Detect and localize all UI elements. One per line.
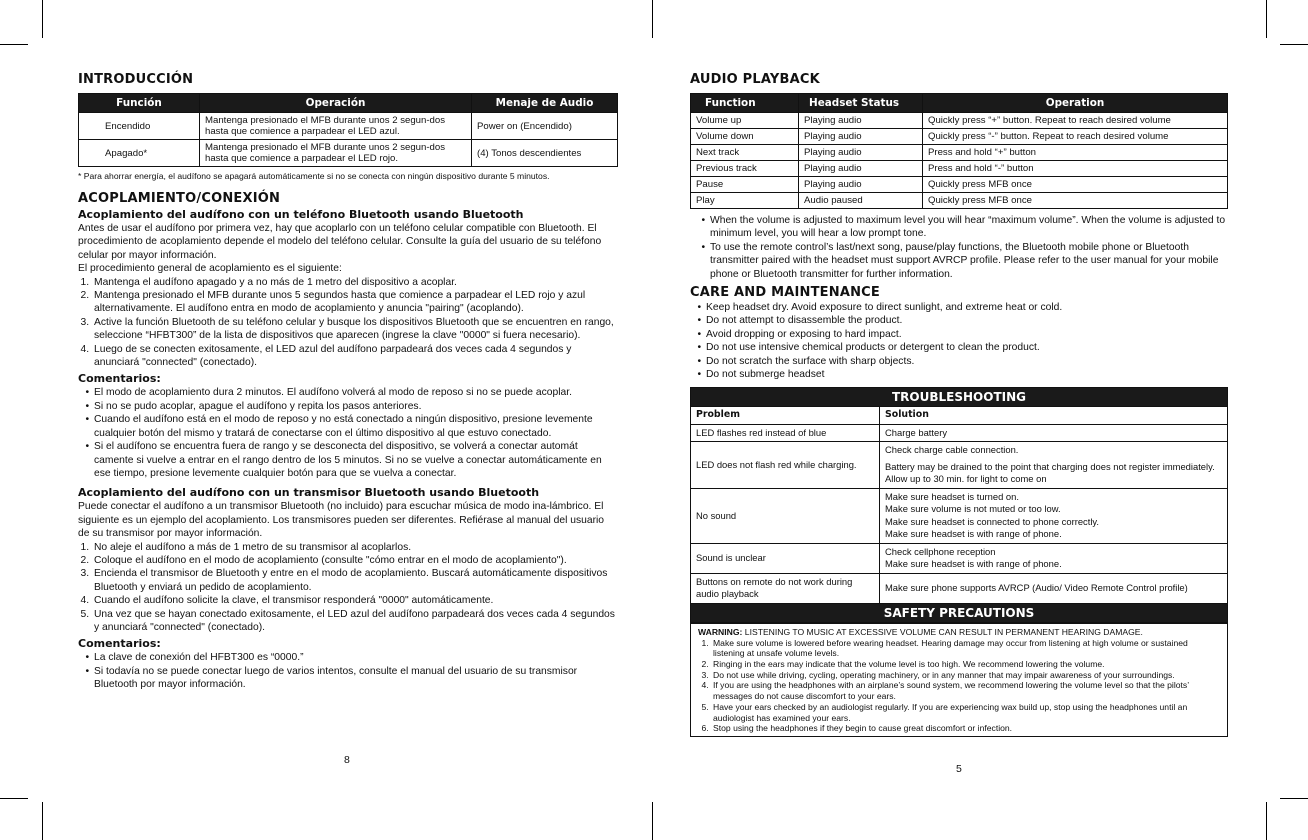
page-number-left: 8 (344, 754, 350, 766)
table-row (691, 161, 1228, 177)
pairing-title: ACOPLAMIENTO/CONEXIÓN (78, 191, 281, 206)
solution-cell (880, 573, 1228, 603)
crop-mark (652, 802, 653, 840)
warning-body: LISTENING TO MUSIC AT EXCESSIVE VOLUME CAN RESULT IN PERMANENT HEARING DAMAGE. (742, 626, 1143, 637)
safety-box (690, 623, 1228, 737)
list-item: 3. Active la función Bluetooth de su teléfono celular y busque los dispositivos Bluetooth que se encuentren en rango, seleccione “HFBT300” de la lista de dispositivos que aparecen (ingrese la clave "0000" si fuera necesario). (92, 316, 618, 343)
intro-header-audio: Menaje de Audio (472, 94, 618, 113)
list-item: 5. Have your ears checked by an audiologist regularly. If you are experiencing wax build up, stop using the headphones until an audiologist has examined your ears. (711, 702, 1220, 723)
warning-label: WARNING: (698, 626, 743, 637)
solution-line: Battery may be drained to the point that charging does not register immediately. Allow up to 30 min. for light to come on (885, 460, 1215, 485)
table-cell: Playing audio (799, 161, 923, 177)
table-cell: Quickly press MFB once (923, 177, 1228, 193)
care-title: CARE AND MAINTENANCE (690, 285, 880, 301)
table-cell: Press and hold “+” button (923, 145, 1228, 161)
list-item: 4. Cuando el audífono solicite la clave, el transmisor responderá "0000" automáticamente. (92, 594, 618, 607)
table-cell: Quickly press MFB once (923, 193, 1228, 209)
table-row (691, 113, 1228, 129)
solution-cell (880, 488, 1228, 543)
transmitter-comments-list (78, 651, 618, 691)
transmitter-steps-list (78, 541, 618, 635)
table-row (691, 177, 1228, 193)
list-item: • Do not attempt to disassemble the product. (704, 314, 1228, 327)
list-item: • Do not submerge headset (704, 368, 1228, 381)
table-row (691, 442, 1228, 489)
solution-line: Charge battery (885, 426, 948, 438)
audio-header-operation: Operation (923, 94, 1228, 113)
solution-line: Make sure headset is with range of phone. (885, 528, 1062, 540)
solution-cell (880, 442, 1228, 489)
solution-line: Make sure volume is not muted or too low. (885, 503, 1061, 515)
table-cell: Volume down (691, 129, 799, 145)
crop-mark (1266, 802, 1267, 840)
transmitter-intro: Puede conectar el audífono a un transmisor Bluetooth (no incluido) para escuchar música de modo ina-lámbrico. El siguiente es un ejemplo del acoplamiento. Los transmisores pueden ser diferentes. Refiérase al manual del usuario de su transmisor por mayor información. (78, 501, 605, 540)
problem-cell: Sound is unclear (691, 543, 880, 573)
crop-mark (1266, 0, 1267, 38)
page-number-right: 5 (956, 763, 962, 775)
audio-playback-title: AUDIO PLAYBACK (690, 72, 820, 87)
table-row (691, 193, 1228, 209)
intro-title: INTRODUCCIÓN (78, 72, 194, 87)
list-item: • Keep headset dry. Avoid exposure to direct sunlight, and extreme heat or cold. (704, 301, 1228, 314)
list-item: 4. If you are using the headphones with an airplane’s sound system, we recommend lowering the volume level so that the pilots’ messages do not cause discomfort to your ears. (711, 680, 1220, 701)
table-cell: Quickly press “+” button. Repeat to reach desired volume (923, 113, 1228, 129)
table-cell: Power on (Encendido) (472, 113, 618, 140)
list-item: • Si todavía no se puede conectar luego de varios intentos, consulte el manual del usuario de su transmisor Bluetooth por mayor información. (92, 665, 618, 692)
table-cell: Encendido (79, 113, 200, 140)
right-page (690, 72, 1228, 737)
intro-footnote: * Para ahorrar energía, el audífono se apagará automáticamente si no se conecta con ningún dispositivo durante 5 minutos. (78, 171, 550, 181)
list-item: • Do not scratch the surface with sharp objects. (704, 355, 1228, 368)
list-item: 3. Encienda el transmisor de Bluetooth y entre en el modo de acoplamiento. Buscará automáticamente dispositivos Bluetooth y enviará un pedido de acoplamiento. (92, 567, 618, 594)
list-item: • Si no se pudo acoplar, apague el audífono y repita los pasos anteriores. (92, 400, 618, 413)
list-item: 2. Ringing in the ears may indicate that the volume level is too high. We recommend lowering the volume. (711, 659, 1220, 670)
table-cell: Playing audio (799, 113, 923, 129)
problem-cell: No sound (691, 488, 880, 543)
table-row (691, 573, 1228, 603)
problem-header: Problem (691, 407, 880, 425)
table-cell: Playing audio (799, 177, 923, 193)
solution-line: Make sure headset is with range of phone. (885, 558, 1062, 570)
phone-intro: Antes de usar el audífono por primera vez, hay que acoplarlo con un teléfono celular compatible con Bluetooth. El procedimiento de acoplamiento depende el modelo del teléfono celular. Consulte la guía del usuario de su teléfono celular por mayor información. (78, 223, 602, 261)
audio-notes-list (690, 214, 1228, 281)
solution-line: Make sure headset is turned on. (885, 490, 1019, 502)
warning-text (698, 627, 1220, 638)
audio-header-function: Function (691, 94, 799, 113)
table-cell: Mantenga presionado el MFB durante unos 2 segun-dos hasta que comience a parpadear el LED azul. (200, 113, 472, 140)
phone-procedure-label: El procedimiento general de acoplamiento es el siguiente: (78, 263, 342, 275)
list-item: • La clave de conexión del HFBT300 es “0000.” (92, 651, 618, 664)
list-item: • To use the remote control’s last/next song, pause/play functions, the Bluetooth mobile phone or Bluetooth transmitter paired with the headset must support AVRCP profile. Please refer to the user manual for your mobile phone or Bluetooth transmitter for further information. (708, 241, 1228, 281)
transmitter-pairing-subtitle: Acoplamiento del audífono con un transmisor Bluetooth usando Bluetooth (78, 486, 540, 500)
problem-cell: Buttons on remote do not work during audio playback (691, 573, 880, 603)
crop-mark (0, 44, 28, 45)
table-cell: Quickly press “-” button. Repeat to reach desired volume (923, 129, 1228, 145)
intro-header-operation: Operación (200, 94, 472, 113)
table-cell: (4) Tonos descendientes (472, 140, 618, 167)
list-item: • When the volume is adjusted to maximum level you will hear “maximum volume”. When the volume is adjusted to minimum level, you will hear a low prompt tone. (708, 214, 1228, 241)
list-item: • Avoid dropping or exposing to hard impact. (704, 328, 1228, 341)
solution-line: Make sure phone supports AVRCP (Audio/ Video Remote Control profile) (885, 582, 1188, 594)
table-row (691, 543, 1228, 573)
table-cell: Playing audio (799, 145, 923, 161)
care-list (690, 301, 1228, 381)
list-item: 1. No aleje el audífono a más de 1 metro de su transmisor al acoplarlos. (92, 541, 618, 554)
phone-pairing-subtitle: Acoplamiento del audífono con un teléfono Bluetooth usando Bluetooth (78, 208, 524, 221)
problem-cell: LED does not flash red while charging. (691, 442, 880, 489)
solution-line: Make sure headset is connected to phone correctly. (885, 515, 1100, 527)
list-item: 4. Luego de se conecten exitosamente, el LED azul del audífono parpadeará dos veces cada 4 segundos y anunciará "connected" (conectado). (92, 343, 618, 370)
comments-label: Comentarios: (78, 372, 161, 386)
troubleshooting-table (690, 387, 1228, 623)
solution-line: Check cellphone reception (885, 545, 996, 557)
list-item: • Cuando el audífono está en el modo de reposo y no está conectado a ningún dispositivo, presione levemente cualquier botón del mismo y tratará de conectarse con el último dispositivo al que estuvo conectado. (92, 413, 618, 440)
table-cell: Play (691, 193, 799, 209)
table-cell: Audio paused (799, 193, 923, 209)
list-item: 3. Do not use while driving, cycling, operating machinery, or in any manner that may impair awareness of your surroundings. (711, 670, 1220, 681)
intro-table (78, 93, 618, 167)
troubleshooting-title: TROUBLESHOOTING (691, 388, 1228, 407)
list-item: • El modo de acoplamiento dura 2 minutos. El audífono volverá al modo de reposo si no se puede acoplar. (92, 386, 618, 399)
solution-line: Check charge cable connection. (885, 444, 1019, 456)
list-item: • Do not use intensive chemical products or detergent to clean the product. (704, 341, 1228, 354)
left-page (78, 72, 618, 692)
crop-mark (1280, 44, 1308, 45)
table-row (691, 424, 1228, 442)
crop-mark (0, 798, 28, 799)
list-item: 1. Mantenga el audífono apagado y a no más de 1 metro del dispositivo a acoplar. (92, 276, 618, 289)
table-cell: Pause (691, 177, 799, 193)
safety-list (698, 638, 1220, 734)
intro-header-function: Función (79, 94, 200, 113)
comments-label: Comentarios: (78, 637, 161, 651)
list-item: 6. Stop using the headphones if they begin to cause great discomfort or infection. (711, 723, 1220, 734)
solution-cell (880, 424, 1228, 442)
table-cell: Mantenga presionado el MFB durante unos 2 segun-dos hasta que comience a parpadear el LED rojo. (200, 140, 472, 167)
table-cell: Previous track (691, 161, 799, 177)
table-row (691, 145, 1228, 161)
table-row (691, 129, 1228, 145)
crop-mark (652, 0, 653, 38)
solution-cell (880, 543, 1228, 573)
problem-cell: LED flashes red instead of blue (691, 424, 880, 442)
table-cell: Volume up (691, 113, 799, 129)
list-item: • Si el audífono se encuentra fuera de rango y se desconecta del dispositivo, se volverá a conectar automát camente si vuelve a entrar en el rango dentro de los 5 minutos. Si no se vuelve a conectar automáticamente en ese tiempo, presione levemente cualquier botón para que se vuelva a conectar. (92, 440, 618, 480)
list-item: 2. Coloque el audífono en el modo de acoplamiento (consulte "cómo entrar en el modo de acoplamiento"). (92, 554, 618, 567)
audio-table (690, 93, 1228, 209)
table-row (79, 113, 618, 140)
list-item: 1. Make sure volume is lowered before wearing headset. Hearing damage may occur from listening at high volume or sustained listening at unsafe volume levels. (711, 638, 1220, 659)
safety-title: SAFETY PRECAUTIONS (691, 603, 1228, 622)
crop-mark (1280, 798, 1308, 799)
audio-header-status: Headset Status (799, 94, 923, 113)
table-cell: Playing audio (799, 129, 923, 145)
phone-steps-list (78, 276, 618, 370)
table-cell: Next track (691, 145, 799, 161)
table-cell: Apagado* (79, 140, 200, 167)
table-row (79, 140, 618, 167)
list-item: 5. Una vez que se hayan conectado exitosamente, el LED azul del audífono parpadeará dos veces cada 4 segundos y anunciará "connected" (conectado). (92, 608, 618, 635)
phone-comments-list (78, 386, 618, 480)
crop-mark (42, 802, 43, 840)
list-item: 2. Mantenga presionado el MFB durante unos 5 segundos hasta que comience a parpadear el LED rojo y azul alternativamente. El audífono entra en modo de acoplamiento y anuncia "pairing" (acoplando). (92, 289, 618, 316)
table-row (691, 488, 1228, 543)
table-cell: Press and hold “-” button (923, 161, 1228, 177)
solution-header: Solution (880, 407, 1228, 425)
crop-mark (42, 0, 43, 38)
